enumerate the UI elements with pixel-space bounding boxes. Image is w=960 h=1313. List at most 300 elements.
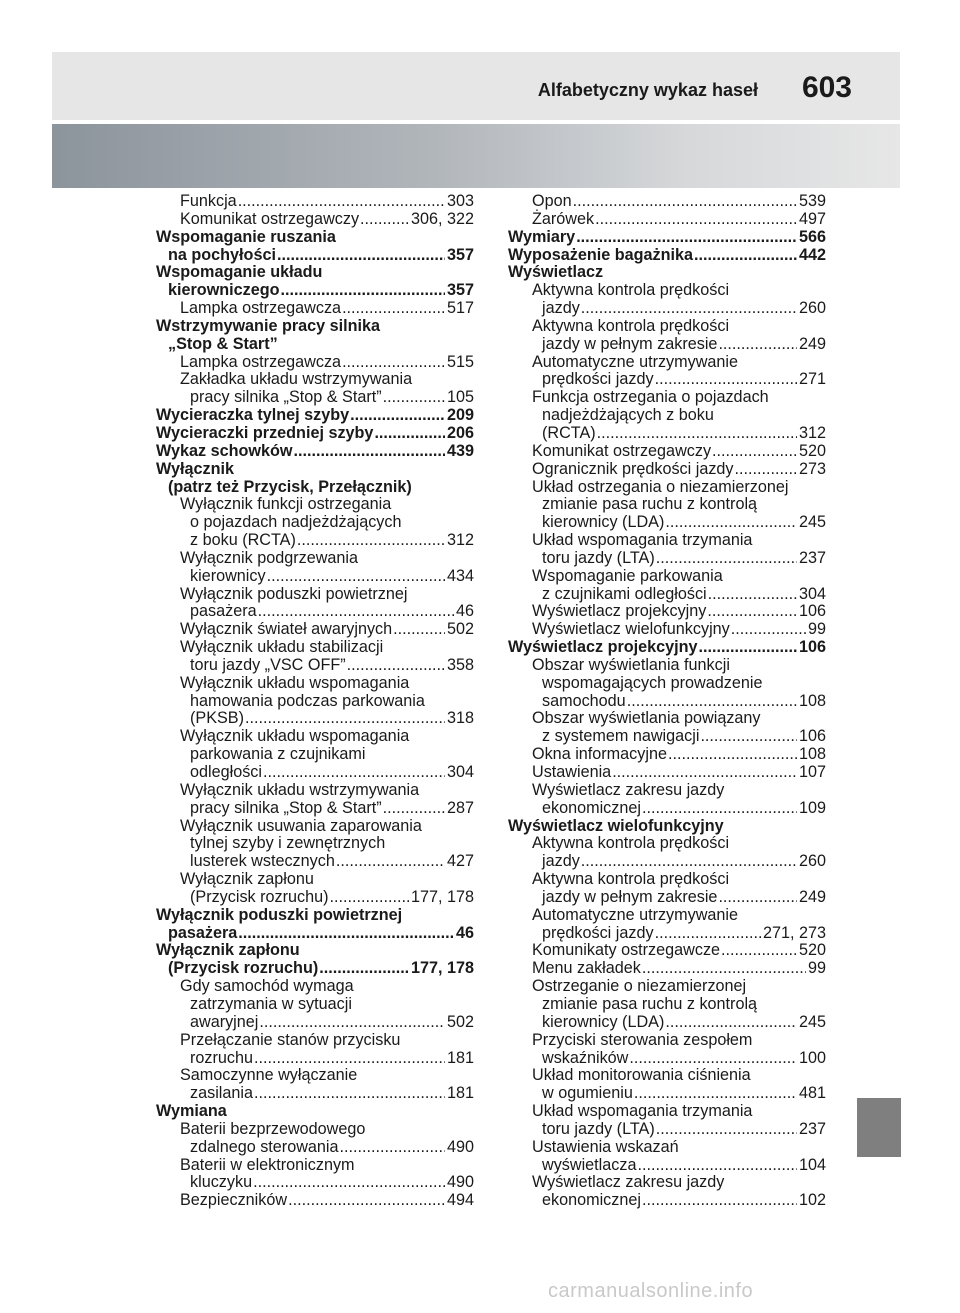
index-entry-line	[508, 603, 826, 621]
index-entry	[508, 282, 826, 318]
entry-page-number: 497	[798, 209, 826, 228]
entry-page-number: 109	[798, 798, 826, 817]
entry-text: na pochyłości	[168, 245, 276, 264]
entry-page-number: 249	[798, 887, 826, 906]
entry-page-number: 206	[446, 423, 474, 442]
entry-page-number: 106	[798, 638, 826, 657]
entry-page-number: 108	[798, 745, 826, 764]
entry-page-number: 312	[798, 423, 826, 442]
dot-leader	[665, 1014, 797, 1032]
entry-text: Wymiary	[508, 227, 576, 246]
dot-leader	[612, 764, 797, 782]
index-entry-line	[156, 389, 474, 407]
entry-text: z czujnikami odległości	[542, 584, 707, 603]
index-entry	[156, 264, 474, 300]
index-entry-line: parkowania z czujnikami	[190, 745, 366, 764]
index-entry-line	[508, 800, 826, 818]
entry-page-number: 99	[807, 620, 826, 639]
dot-leader	[656, 550, 797, 568]
index-entry-line: Wyłącznik podgrzewania	[180, 548, 358, 567]
index-entry-line: Gdy samochód wymaga	[180, 977, 354, 996]
index-entry	[156, 782, 474, 818]
index-entry-line: Wyłącznik układu wspomagania	[180, 673, 410, 692]
entry-page-number: 304	[446, 763, 474, 781]
entry-text: wskaźników	[542, 1048, 629, 1067]
index-entry	[508, 211, 826, 229]
entry-page-number: 306, 322	[410, 209, 474, 228]
index-entry-line: Zakładka układu wstrzymywania	[180, 370, 413, 389]
index-entry-line	[508, 371, 826, 389]
index-entry-line: Wyłącznik poduszki powietrznej	[156, 905, 403, 924]
index-entry	[156, 907, 474, 943]
index-entry	[156, 1121, 474, 1157]
index-entry	[508, 193, 826, 211]
index-entry-line	[156, 425, 474, 443]
entry-text: Komunikaty ostrzegawcze	[532, 941, 721, 960]
index-entry	[508, 264, 826, 282]
index-entry-line: Przyciski sterowania zespołem	[532, 1030, 753, 1049]
index-entry	[508, 764, 826, 782]
index-entry-line: Wyłącznik	[156, 459, 234, 478]
entry-text: Żarówek	[532, 209, 595, 228]
entry-text: pracy silnika „Stop & Start”	[190, 798, 382, 817]
dot-leader	[735, 461, 797, 479]
index-entry-line	[508, 1085, 826, 1103]
index-entry-line	[156, 1139, 474, 1157]
index-entry-line: Wyświetlacz	[508, 263, 604, 282]
dot-leader	[721, 942, 797, 960]
entry-page-number: 490	[446, 1173, 474, 1192]
index-entry-line: Aktywna kontrola prędkości	[532, 870, 730, 889]
entry-text: (Przycisk rozruchu)	[168, 959, 319, 978]
dot-leader	[595, 211, 797, 229]
index-entry-line	[508, 853, 826, 871]
dot-leader	[360, 211, 409, 229]
entry-page-number: 358	[446, 655, 474, 674]
entry-page-number: 271	[798, 370, 826, 389]
index-entry-line	[508, 550, 826, 568]
dot-leader	[731, 621, 806, 639]
entry-page-number: 177, 178	[410, 887, 474, 906]
dot-leader	[694, 247, 797, 265]
index-entry-line: Wyłącznik usuwania zaparowania	[180, 816, 422, 835]
index-entry-line	[156, 764, 474, 782]
entry-text: toru jazdy (LTA)	[542, 548, 655, 567]
entry-text: jazdy w pełnym zakresie	[542, 887, 718, 906]
index-entry	[156, 675, 474, 729]
entry-text: pasażera	[168, 923, 238, 942]
index-entry	[508, 621, 826, 639]
entry-page-number: 237	[798, 548, 826, 567]
dot-leader	[383, 800, 445, 818]
index-entry-line: Wstrzymywanie pracy silnika	[156, 316, 381, 335]
dot-leader	[642, 800, 797, 818]
dot-leader	[336, 853, 445, 871]
entry-text: lusterek wstecznych	[190, 852, 335, 871]
index-entry	[508, 835, 826, 871]
dot-leader	[259, 1014, 445, 1032]
index-entry-line	[508, 1192, 826, 1210]
index-entry-line	[508, 960, 826, 978]
index-entry-line	[156, 1014, 474, 1032]
index-entry-line: Wyłącznik funkcji ostrzegania	[180, 495, 392, 514]
header-title: Alfabetyczny wykaz haseł	[537, 80, 758, 100]
index-entry	[156, 1103, 474, 1121]
entry-text: rozruchu	[190, 1048, 253, 1067]
entry-page-number: 502	[446, 620, 474, 639]
index-entry	[508, 229, 826, 247]
index-entry-line	[156, 211, 474, 229]
index-entry-line: Ustawienia wskazań	[532, 1137, 679, 1156]
entry-text: z systemem nawigacji	[542, 727, 700, 746]
entry-text: z boku (RCTA)	[190, 531, 296, 550]
index-entry-line: Baterii bezprzewodowego	[180, 1119, 366, 1138]
dot-leader	[319, 960, 409, 978]
dot-leader	[253, 1174, 445, 1192]
index-entry	[508, 1139, 826, 1175]
entry-text: Ogranicznik prędkości jazdy	[532, 459, 734, 478]
index-entry-line: Baterii w elektronicznym	[180, 1155, 355, 1174]
index-entry-line	[156, 1174, 474, 1192]
entry-text: ekonomicznej	[542, 798, 641, 817]
entry-text: kierownicy (LDA)	[542, 1012, 665, 1031]
index-entry	[508, 818, 826, 836]
index-entry	[508, 978, 826, 1032]
index-entry-line: „Stop & Start”	[168, 334, 278, 353]
dot-leader	[374, 425, 445, 443]
index-entry-line: Aktywna kontrola prędkości	[532, 834, 730, 853]
dot-leader	[700, 728, 797, 746]
dot-leader	[655, 925, 761, 943]
index-entry	[508, 639, 826, 657]
entry-text: Wycieraczka tylnej szyby	[156, 406, 350, 425]
dot-leader	[383, 389, 445, 407]
index-entry	[156, 978, 474, 1032]
index-entry	[508, 532, 826, 568]
entry-text: samochodu	[542, 691, 626, 710]
index-entry	[156, 425, 474, 443]
index-entry-line	[508, 1121, 826, 1139]
dot-leader	[254, 1050, 445, 1068]
index-entry-line: Obszar wyświetlania funkcji	[532, 655, 730, 674]
index-entry-line	[508, 942, 826, 960]
index-entry-line: wspomagających prowadzenie	[542, 673, 763, 692]
dot-leader	[576, 229, 797, 247]
entry-page-number: 99	[807, 959, 826, 978]
entry-page-number: 181	[446, 1084, 474, 1103]
index-entry	[156, 818, 474, 872]
entry-page-number: 318	[446, 709, 474, 728]
index-entry	[156, 318, 474, 354]
index-entry-line: Układ wspomagania trzymania	[532, 531, 753, 550]
index-entry	[508, 1067, 826, 1103]
entry-text: (PKSB)	[190, 709, 244, 728]
index-entry	[156, 496, 474, 550]
entry-text: Wyłącznik świateł awaryjnych	[180, 620, 393, 639]
index-entry-line: Aktywna kontrola prędkości	[532, 281, 730, 300]
index-entry	[508, 1174, 826, 1210]
dot-leader	[263, 764, 445, 782]
index-entry-line: Aktywna kontrola prędkości	[532, 316, 730, 335]
entry-page-number: 490	[446, 1137, 474, 1156]
dot-leader	[656, 1121, 797, 1139]
index-entry	[508, 247, 826, 265]
index-entry	[508, 318, 826, 354]
index-entry-line	[156, 282, 474, 300]
index-entry	[156, 211, 474, 229]
index-entry-line: Wspomaganie ruszania	[156, 227, 336, 246]
index-entry-line	[156, 925, 474, 943]
index-entry-line	[508, 621, 826, 639]
index-column-right	[508, 193, 826, 1210]
index-entry-line	[156, 1050, 474, 1068]
index-entry-line	[508, 193, 826, 211]
index-entry	[508, 710, 826, 746]
index-entry	[156, 586, 474, 622]
entry-page-number: 287	[446, 798, 474, 817]
index-entry-line: zmianie pasa ruchu z kontrolą	[542, 495, 758, 514]
entry-text: kierownicy	[190, 566, 266, 585]
dot-leader	[393, 621, 445, 639]
entry-page-number: 520	[798, 441, 826, 460]
index-entry-line	[156, 247, 474, 265]
entry-page-number: 245	[798, 1012, 826, 1031]
page-number: 603	[801, 71, 852, 104]
index-entry	[508, 568, 826, 604]
index-entry-line: Wyłącznik układu wspomagania	[180, 727, 410, 746]
index-entry-line	[156, 603, 474, 621]
index-entry	[156, 1192, 474, 1210]
index-entry-line: Funkcja ostrzegania o pojazdach	[532, 388, 769, 407]
dot-leader	[347, 657, 445, 675]
entry-text: jazdy	[542, 852, 580, 871]
index-entry-line: hamowania podczas parkowania	[190, 691, 425, 710]
entry-text: odległości	[190, 763, 262, 781]
index-entry-line: Wyświetlacz zakresu jazdy	[532, 780, 725, 799]
dot-leader	[699, 639, 797, 657]
entry-page-number: 107	[798, 763, 826, 781]
dot-leader	[254, 1085, 445, 1103]
index-entry-line: Przełączanie stanów przycisku	[180, 1030, 401, 1049]
index-entry	[156, 639, 474, 675]
entry-text: Lampka ostrzegawcza	[180, 299, 342, 318]
index-entry-line: Układ ostrzegania o niezamierzonej	[532, 477, 789, 496]
entry-page-number: 312	[446, 531, 474, 550]
index-entry-line	[508, 461, 826, 479]
dot-leader	[342, 300, 445, 318]
index-entry-line	[508, 336, 826, 354]
entry-text: Wykaz schowków	[156, 441, 293, 460]
index-entry-line: o pojazdach nadjeżdżających	[190, 513, 402, 532]
index-entry	[508, 657, 826, 711]
entry-text: (RCTA)	[542, 423, 596, 442]
index-entry-line	[156, 710, 474, 728]
index-entry-line	[508, 925, 826, 943]
dot-leader	[288, 1192, 445, 1210]
dot-leader	[718, 889, 797, 907]
index-entry-line: Wymiana	[156, 1102, 227, 1121]
index-entry-line	[156, 443, 474, 461]
index-entry-line: Wyłącznik poduszki powietrznej	[180, 584, 408, 603]
index-entry-line	[156, 889, 474, 907]
dot-leader	[245, 710, 445, 728]
index-entry-line: Wyłącznik układu stabilizacji	[180, 638, 384, 657]
index-entry-line: tylnej szyby i zewnętrznych	[190, 834, 386, 853]
index-entry-line	[508, 425, 826, 443]
index-entry-line: Wspomaganie parkowania	[532, 566, 723, 585]
index-entry-line	[508, 1157, 826, 1175]
dot-leader	[597, 425, 797, 443]
index-entry-line	[156, 407, 474, 425]
index-entry-line	[156, 354, 474, 372]
entry-page-number: 237	[798, 1119, 826, 1138]
index-entry-line	[156, 193, 474, 211]
entry-page-number: 442	[798, 245, 826, 264]
entry-text: (Przycisk rozruchu)	[190, 887, 329, 906]
dot-leader	[642, 1192, 797, 1210]
entry-page-number: 357	[446, 281, 474, 300]
entry-text: kierowniczego	[168, 281, 280, 300]
index-entry-line: zmianie pasa ruchu z kontrolą	[542, 994, 758, 1013]
index-entry	[156, 461, 474, 497]
index-entry	[508, 479, 826, 533]
entry-page-number: 357	[446, 245, 474, 264]
entry-text: prędkości jazdy	[542, 923, 654, 942]
index-entry	[508, 907, 826, 943]
entry-page-number: 105	[446, 388, 474, 407]
index-entry-line	[156, 1192, 474, 1210]
entry-page-number: 539	[798, 192, 826, 210]
index-entry-line	[508, 247, 826, 265]
dot-leader	[281, 282, 445, 300]
entry-page-number: 100	[798, 1048, 826, 1067]
entry-page-number: 304	[798, 584, 826, 603]
index-entry	[156, 1157, 474, 1193]
dot-leader	[634, 1085, 797, 1103]
dot-leader	[267, 568, 445, 586]
dot-leader	[238, 193, 445, 211]
index-entry-line: Automatyczne utrzymywanie	[532, 905, 739, 924]
index-entry	[156, 942, 474, 978]
entry-text: Komunikat ostrzegawczy	[532, 441, 712, 460]
entry-page-number: 427	[446, 852, 474, 871]
index-entry	[508, 960, 826, 978]
watermark: carmanualsonline.info	[548, 1280, 754, 1302]
index-entry-line: Samoczynne wyłączanie	[180, 1066, 358, 1085]
index-entry-line: Wyświetlacz zakresu jazdy	[532, 1173, 725, 1192]
dot-leader	[342, 354, 445, 372]
entry-text: pasażera	[190, 602, 257, 621]
dot-leader	[238, 925, 454, 943]
dot-leader	[668, 746, 797, 764]
index-entry	[156, 443, 474, 461]
dot-leader	[293, 443, 445, 461]
entry-text: Opon	[532, 192, 572, 210]
dot-leader	[629, 1050, 797, 1068]
entry-page-number: 177, 178	[410, 959, 474, 978]
entry-text: Wyświetlacz projekcyjny	[508, 638, 698, 657]
index-entry	[508, 871, 826, 907]
dot-leader	[350, 407, 445, 425]
index-entry	[156, 300, 474, 318]
dot-leader	[340, 1139, 445, 1157]
entry-text: kluczyku	[190, 1173, 253, 1192]
index-entry-line: Układ monitorowania ciśnienia	[532, 1066, 751, 1085]
entry-text: Lampka ostrzegawcza	[180, 352, 342, 371]
entry-page-number: 46	[455, 923, 474, 942]
dot-leader	[707, 603, 797, 621]
index-entry-line	[156, 568, 474, 586]
section-tab	[857, 1098, 901, 1157]
index-entry	[508, 354, 826, 390]
index-column-left	[156, 193, 474, 1210]
index-entry-line: Wyłącznik układu wstrzymywania	[180, 780, 420, 799]
index-entry-line: Automatyczne utrzymywanie	[532, 352, 739, 371]
dot-leader	[655, 371, 797, 389]
entry-page-number: 273	[798, 459, 826, 478]
index-entry	[508, 746, 826, 764]
entry-page-number: 106	[798, 727, 826, 746]
entry-page-number: 502	[446, 1012, 474, 1031]
entry-text: zdalnego sterowania	[190, 1137, 339, 1156]
entry-page-number: 434	[446, 566, 474, 585]
index-entry-line	[156, 1085, 474, 1103]
index-entry	[508, 782, 826, 818]
index-entry-line: Układ wspomagania trzymania	[532, 1102, 753, 1121]
index-entry	[156, 229, 474, 265]
entry-text: toru jazdy „VSC OFF”	[190, 655, 346, 674]
entry-page-number: 494	[446, 1191, 474, 1210]
index-entry-line	[508, 211, 826, 229]
entry-text: kierownicy (LDA)	[542, 513, 665, 532]
index-entry-line	[156, 621, 474, 639]
index-entry	[156, 1032, 474, 1068]
entry-text: ekonomicznej	[542, 1191, 641, 1210]
index-entry-line: Wyłącznik zapłonu	[180, 870, 314, 889]
entry-text: Bezpieczników	[180, 1191, 288, 1210]
index-entry-line	[508, 300, 826, 318]
index-entry	[156, 1067, 474, 1103]
entry-text: Ustawienia	[532, 763, 612, 781]
dot-leader	[642, 960, 806, 978]
index-entry	[156, 728, 474, 782]
index-entry-line: (patrz też Przycisk, Przełącznik)	[168, 477, 412, 496]
entry-page-number: 104	[798, 1155, 826, 1174]
entry-text: jazdy w pełnym zakresie	[542, 334, 718, 353]
index-entry-line: Obszar wyświetlania powiązany	[532, 709, 761, 728]
entry-page-number: 439	[446, 441, 474, 460]
index-entry-line	[508, 1050, 826, 1068]
index-entry	[508, 1103, 826, 1139]
index-entry-line	[156, 960, 474, 978]
index-entry	[156, 871, 474, 907]
index-entry	[508, 1032, 826, 1068]
index-entry-line	[508, 693, 826, 711]
index-entry-line	[508, 889, 826, 907]
index-entry	[508, 389, 826, 443]
index-entry-line	[156, 853, 474, 871]
entry-page-number: 108	[798, 691, 826, 710]
entry-page-number: 303	[446, 192, 474, 210]
dot-leader	[637, 1157, 797, 1175]
entry-page-number: 260	[798, 852, 826, 871]
index-entry	[156, 407, 474, 425]
index-entry	[156, 550, 474, 586]
entry-text: Wyposażenie bagażnika	[508, 245, 694, 264]
index-entry	[156, 621, 474, 639]
entry-page-number: 245	[798, 513, 826, 532]
entry-page-number: 517	[446, 299, 474, 318]
